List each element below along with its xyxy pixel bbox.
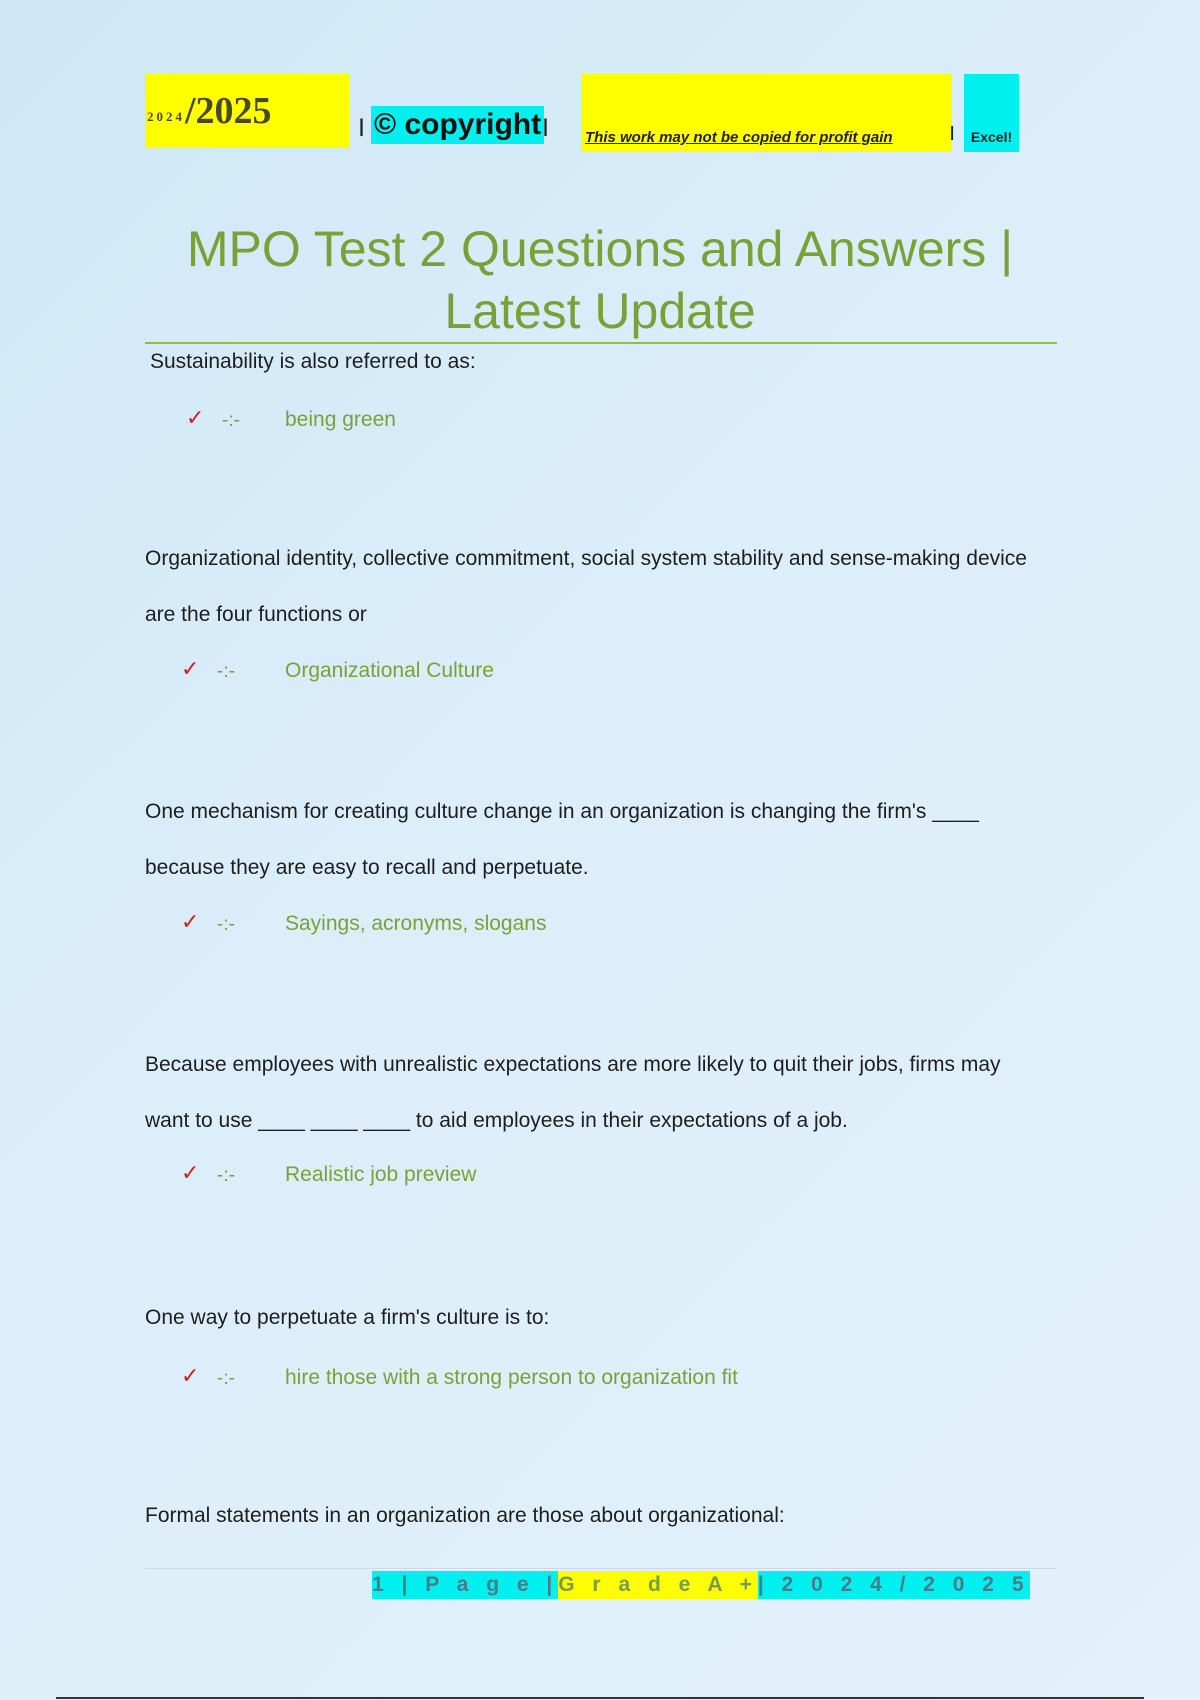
- answer-row: [145, 906, 1045, 946]
- answer-text: being green: [285, 408, 396, 431]
- check-icon: ✓: [186, 406, 205, 431]
- qa-item: [145, 531, 1045, 693]
- title-line-1: MPO Test 2 Questions and Answers |: [186, 221, 1014, 277]
- year-highlight: [145, 74, 349, 148]
- year-big: /2025: [185, 90, 272, 132]
- qa-item: [145, 1290, 1045, 1400]
- answer-row: [145, 1157, 1045, 1197]
- question-text: Sustainability is also referred to as:: [150, 350, 476, 373]
- header-pipe: |: [359, 116, 365, 136]
- excel-label: Excel!: [964, 74, 1019, 152]
- answer-row: [150, 402, 1050, 442]
- answer-row: [145, 653, 1045, 693]
- answer-separator: -:-: [222, 410, 240, 431]
- question-text: Formal statements in an organization are those about organizational:: [145, 1504, 785, 1527]
- check-icon: ✓: [181, 910, 200, 935]
- question-text: Because employees with unrealistic expectations are more likely to quit their jobs, firms may want to use ____ ____ ____ to aid employees in their expectations of a job.: [145, 1053, 1001, 1132]
- qa-item: [145, 1488, 1045, 1544]
- page-footer: [372, 1571, 1030, 1599]
- title-line-2: Latest Update: [444, 283, 756, 339]
- qa-item: [145, 784, 1045, 946]
- answer-separator: -:-: [217, 1368, 235, 1389]
- answer-row: [145, 1360, 1045, 1400]
- answer-separator: -:-: [217, 661, 235, 682]
- answer-separator: -:-: [217, 914, 235, 935]
- header-pipe: |: [543, 116, 549, 136]
- document-title: [145, 218, 1055, 342]
- question-text: Organizational identity, collective commitment, social system stability and sense-making device are the four functions or: [145, 547, 1027, 626]
- answer-text: hire those with a strong person to organization fit: [285, 1366, 738, 1389]
- footer-divider: [145, 1568, 1057, 1569]
- answer-text: Realistic job preview: [285, 1163, 477, 1186]
- footer-year: | 2 0 2 4 / 2 0 2 5: [758, 1571, 1030, 1599]
- copy-notice: This work may not be copied for profit gain: [585, 129, 893, 146]
- answer-separator: -:-: [217, 1165, 235, 1186]
- copyright-label: © copyright: [371, 106, 544, 144]
- check-icon: ✓: [181, 1364, 200, 1389]
- qa-item: [150, 334, 1050, 442]
- year-small: 2024: [147, 109, 185, 124]
- check-icon: ✓: [181, 1161, 200, 1186]
- footer-grade: G r a d e A +: [558, 1571, 758, 1599]
- check-icon: ✓: [181, 657, 200, 682]
- answer-text: Sayings, acronyms, slogans: [285, 912, 547, 935]
- header-bar: [145, 74, 1025, 154]
- footer-page-number: 1 | P a g e |: [372, 1571, 558, 1599]
- qa-item: [145, 1037, 1045, 1197]
- question-text: One way to perpetuate a firm's culture is to:: [145, 1306, 550, 1329]
- answer-text: Organizational Culture: [285, 659, 494, 682]
- question-text: One mechanism for creating culture change in an organization is changing the firm's ____ because they are easy to recall and perpetuate.: [145, 800, 979, 879]
- header-pipe: |: [950, 124, 955, 141]
- copy-notice-highlight: [581, 74, 955, 152]
- page-bottom-border: [56, 1697, 1144, 1699]
